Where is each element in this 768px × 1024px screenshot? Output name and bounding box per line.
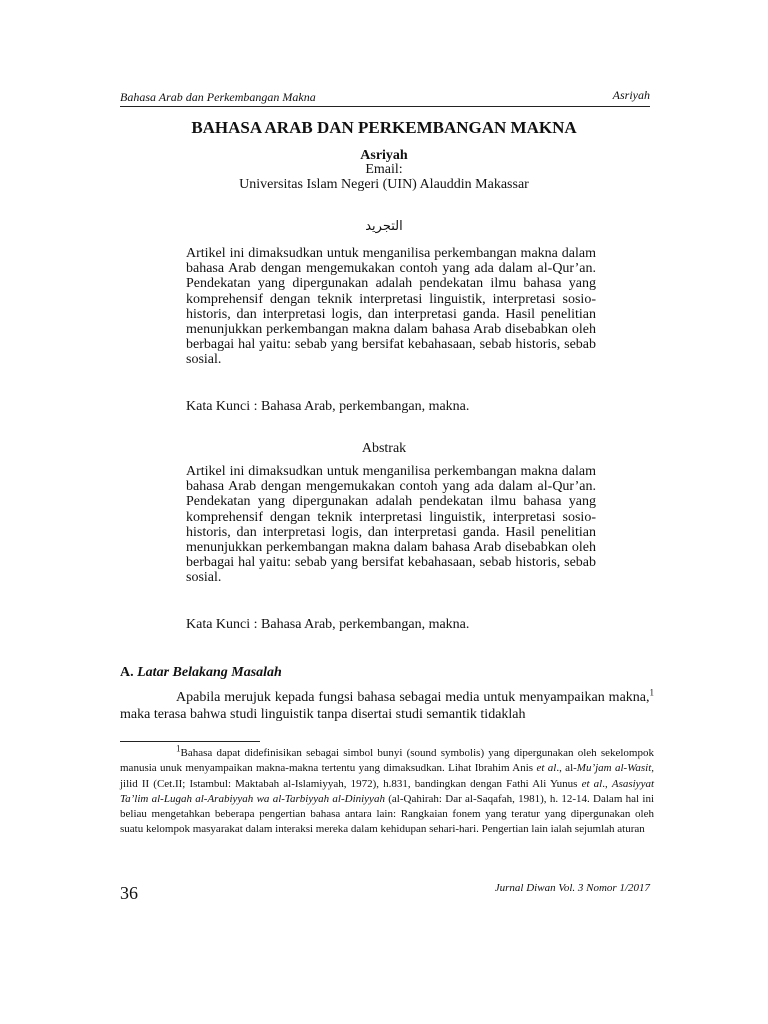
footnote-reference[interactable]: 1 [649, 687, 654, 698]
keywords-first: Kata Kunci : Bahasa Arab, perkembangan, makna. [186, 399, 470, 414]
running-header-author: Asriyah [612, 88, 650, 102]
arabic-abstract-heading: التجريد [365, 219, 403, 234]
author-name: Asriyah [360, 148, 408, 163]
abstrak-heading: Abstrak [361, 441, 407, 456]
body-text-part2: maka terasa bahwa studi linguistik tanpa disertai studi semantik tidaklah [120, 707, 526, 722]
body-paragraph [120, 689, 654, 723]
section-heading [120, 665, 282, 681]
header-divider [120, 106, 650, 107]
page-number: 36 [120, 883, 138, 903]
running-header-title: Bahasa Arab dan Perkembangan Makna [120, 90, 316, 104]
abstrak-body: Artikel ini dimaksudkan untuk menganilisa perkembangan makna dalam bahasa Arab dengan mengemukakan contoh yang ada dalam al-Qur’an. Pendekatan yang dipergunakan adalah pendekatan ilmu bahasa yang komprehensif dengan teknik interpretasi linguistik, interpretasi sosio-historis, dan interpretasi logis, dan interpretasi ganda. Hasil penelitian menunjukkan perkembangan makna dalam bahasa Arab disebabkan oleh berbagai hal yaitu: sebab yang bersifat kebahasaan, sebab historis, sebab sosial. [186, 464, 596, 586]
footnote-1: $^1$Bahasa dapat didefinisikan sebagai simbol bunyi (sound symbolis) yang dipergunakan oleh sekelompok manusia unuk menyampaikan makna-makna tertentu yang dimaksudkan. Lihat Ibrahim Anis et al., al-Mu’jam al-Wasit, jilid II (Cet.II; Istambul: Maktabah al-Islamiyyah, 1972), h.831, bandingkan dengan Fathi Ali Yunus et al., Asasiyyat Ta’lim al-Lugah al-Arabiyyah wa al-Tarbiyyah al-Diniyyah (al-Qahirah: Dar al-Saqafah, 1981), h. 12-14. Dalam hal ini beliau mengetahkan beberapa pengertian bahasa antara lain: Rangkaian fonem yang teratur yang dipergunakan oleh suatu kelompok masyarakat dalam interaksi mereka dalam kehidupan sehari-hari. Pengertian lain ialah sejumlah aturan [120, 743, 655, 836]
section-title: Latar Belakang Masalah [137, 665, 282, 680]
body-text-part1: Apabila merujuk kepada fungsi bahasa sebagai media untuk menyampaikan makna, [176, 690, 650, 705]
email-label: Email: [365, 162, 403, 177]
keywords-second: Kata Kunci : Bahasa Arab, perkembangan, makna. [186, 617, 470, 632]
footnote-divider [120, 741, 260, 742]
author-affiliation: Universitas Islam Negeri (UIN) Alauddin Makassar [239, 177, 529, 192]
journal-citation: Jurnal Diwan Vol. 3 Nomor 1/2017 [494, 882, 650, 894]
footnote-marker: 1 [176, 743, 181, 754]
section-number: A. [120, 665, 134, 680]
paper-title: BAHASA ARAB DAN PERKEMBANGAN MAKNA [191, 118, 577, 137]
arabic-abstract-body: Artikel ini dimaksudkan untuk menganilisa perkembangan makna dalam bahasa Arab dengan mengemukakan contoh yang ada dalam al-Qur’an. Pendekatan yang dipergunakan adalah pendekatan ilmu bahasa yang komprehensif dengan teknik interpretasi linguistik, interpretasi sosio-historis, dan interpretasi logis, dan interpretasi ganda. Hasil penelitian menunjukkan perkembangan makna dalam bahasa Arab disebabkan oleh berbagai hal yaitu: sebab yang bersifat kebahasaan, sebab historis, sebab sosial. [186, 246, 596, 368]
